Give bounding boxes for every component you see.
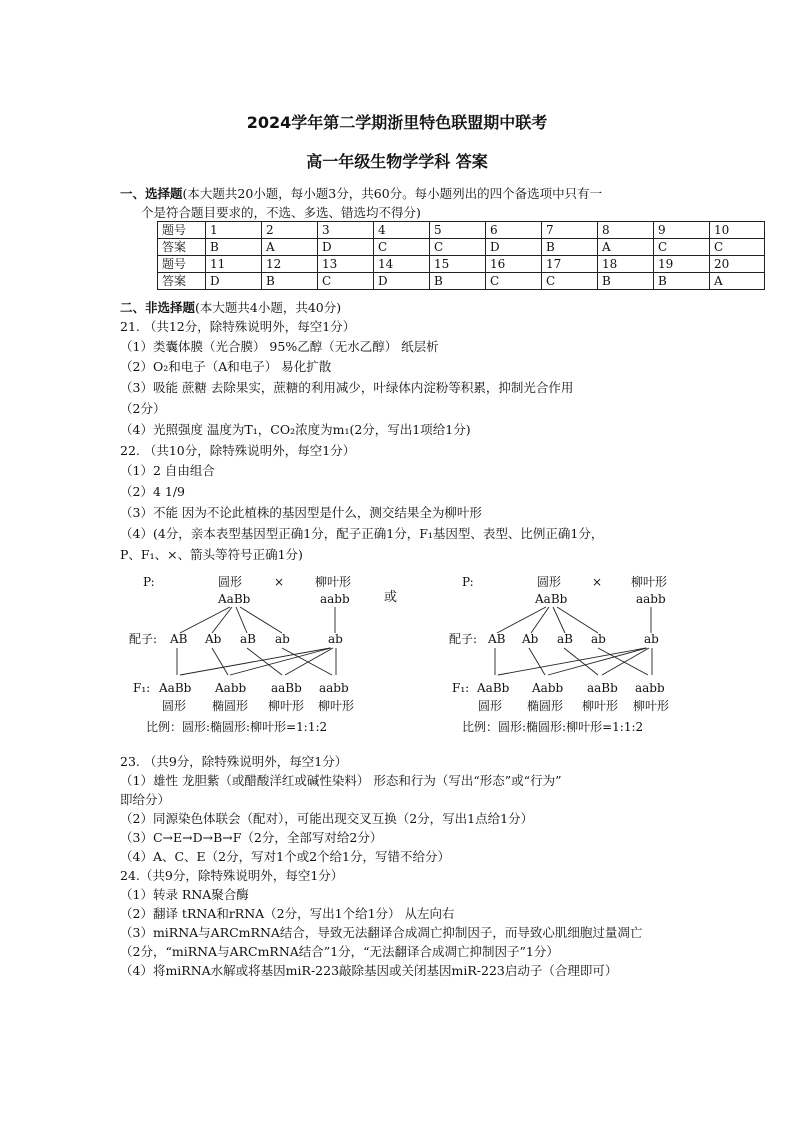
parent2-phenotype: 柳叶形 — [631, 575, 668, 589]
gamete-ab-2: Ab — [522, 632, 539, 646]
f1-phenotype: 圆形 — [478, 699, 503, 713]
q22-line-1: （1）2 自由组合 — [120, 463, 215, 478]
f1-genotype: AaBb — [159, 681, 192, 695]
f1-label: F₁: — [452, 681, 470, 695]
f1-genotype: aabb — [635, 681, 665, 695]
parent1-phenotype: 圆形 — [537, 575, 562, 589]
arrow-line — [548, 648, 647, 675]
f1-phenotype: 椭圆形 — [527, 699, 564, 713]
f1-genotype: aaBb — [271, 681, 302, 695]
f1-genotype: aaBb — [587, 681, 618, 695]
gamete-ab-4: ab — [591, 632, 606, 646]
q24-line-1: （1）转录 RNA聚合酶 — [120, 887, 249, 902]
section-2-intro — [120, 298, 341, 316]
q23-line-2: （2）同源染色体联会（配对），可能出现交叉互换（2分，写出1点给1分） — [120, 811, 534, 826]
cross-diagrams — [0, 565, 794, 745]
f1-phenotype: 椭圆形 — [212, 699, 249, 713]
q21-head: 21. （共12分，除特殊说明外，每空1分） — [120, 319, 356, 334]
cross-symbol: × — [592, 575, 603, 589]
q21-line-1: （1）类囊体膜（光合膜） 95%乙醇（无水乙醇） 纸层析 — [120, 339, 439, 354]
gamete-ab-1: AB — [488, 632, 506, 646]
cross-diagram-left — [129, 574, 354, 734]
q21-line-3: （3）吸能 蔗糖 去除果实，蔗糖的利用减少，叶绿体内淀粉等积累，抑制光合作用 — [120, 380, 574, 395]
gamete-label: 配子: — [129, 632, 158, 646]
arrow-line — [531, 607, 549, 633]
gamete-ab-3: aB — [240, 632, 256, 646]
q24-line-3b: （2分，“miRNA与ARCmRNA结合”1分，“无法翻译合成凋亡抑制因子”1分） — [120, 944, 559, 959]
q23-line-3: （3）C→E→D→B→F（2分，全部写对给2分） — [120, 830, 383, 845]
parent1-genotype: AaBb — [535, 592, 568, 606]
q23-line-1: （1）雄性 龙胆紫（或醋酸洋红或碱性染料） 形态和行为（写出“形态”或“行为” — [120, 773, 562, 788]
q24-line-4: （4）将miRNA水解或将基因miR-223敲除基因或关闭基因miR-223启动子（合理即可） — [120, 963, 618, 978]
f1-genotype: AaBb — [477, 681, 510, 695]
arrow-line — [230, 648, 331, 675]
q22-line-4b: P、F₁、×、箭头等符号正确1分) — [120, 547, 303, 562]
arrow-line — [212, 648, 228, 675]
parent2-phenotype: 柳叶形 — [315, 575, 352, 589]
f1-phenotype: 柳叶形 — [318, 699, 355, 713]
parent1-genotype: AaBb — [218, 592, 251, 606]
p-label: P: — [462, 575, 474, 589]
gamete-ab-1: AB — [170, 632, 188, 646]
section-1-intro — [120, 184, 602, 202]
q22-line-3: （3）不能 因为不论此植株的基因型是什么，测交结果全为柳叶形 — [120, 505, 482, 520]
q21-line-2: （2）O₂和电子（A和电子） 易化扩散 — [120, 359, 332, 374]
parent1-phenotype: 圆形 — [218, 575, 243, 589]
q23-head: 23. （共9分，除特殊说明外，每空1分） — [120, 754, 348, 769]
f1-genotype: aabb — [319, 681, 349, 695]
section-1-desc-2: 个是符合题目要求的，不选、多选、错选均不得分) — [141, 205, 421, 220]
table-row: 答案 D B C D B C C B B A — [158, 273, 765, 290]
cross-diagram-right — [449, 574, 669, 734]
q24-line-3: （3）miRNA与ARCmRNA结合，导致无法翻译合成凋亡抑制因子，而导致心肌细胞过量凋亡 — [120, 925, 643, 940]
section-1-desc: (本大题共20小题，每小题3分，共60分。每小题列出的四个备选项中只有一 — [182, 186, 603, 201]
section-1-heading: 一、选择题 — [120, 186, 183, 201]
ratio-text: 比例：圆形:椭圆形:柳叶形=1:1:2 — [462, 720, 644, 734]
table-row: 答案 B A D C C D B A C C — [158, 239, 765, 256]
ratio-text: 比例：圆形:椭圆形:柳叶形=1:1:2 — [146, 720, 328, 734]
q24-line-2: （2）翻译 tRNA和rRNA（2分，写出1个给1分） 从左向右 — [120, 906, 455, 921]
arrow-line — [497, 607, 546, 633]
cross-symbol: × — [274, 575, 285, 589]
q22-head: 22. （共10分，除特殊说明外，每空1分） — [120, 443, 356, 458]
f1-genotype: Aabb — [532, 681, 564, 695]
table-cell: 题号 — [158, 222, 206, 239]
gamete-ab-4: ab — [275, 632, 290, 646]
parent2-genotype: aabb — [320, 592, 350, 606]
arrow-line — [247, 648, 282, 675]
q22-line-2: （2）4 1/9 — [120, 484, 185, 499]
arrow-line — [236, 607, 247, 633]
table-row: 题号 1 2 3 4 5 6 7 8 9 10 — [158, 222, 765, 239]
f1-phenotype: 柳叶形 — [268, 699, 305, 713]
or-text: 或 — [384, 590, 398, 605]
page-title: 2024学年第二学期浙里特色联盟期中联考 — [246, 113, 548, 132]
section-2-desc: (本大题共4小题，共40分) — [195, 300, 342, 315]
f1-genotype: Aabb — [215, 681, 247, 695]
q21-line-3b: （2分） — [120, 401, 166, 416]
answer-table — [157, 221, 765, 290]
p-label: P: — [143, 575, 155, 589]
gamete-parent2: ab — [328, 632, 343, 646]
gamete-ab-2: Ab — [205, 632, 222, 646]
section-2-heading: 二、非选择题 — [120, 300, 196, 315]
f1-phenotype: 圆形 — [162, 699, 187, 713]
q23-line-4: （4）A、C、E（2分，写对1个或2个给1分，写错不给分） — [120, 849, 450, 864]
q23-line-1b: 即给分） — [120, 792, 171, 807]
parent2-genotype: aabb — [636, 592, 666, 606]
gamete-parent2: ab — [644, 632, 659, 646]
arrow-line — [564, 648, 598, 675]
table-row: 题号 11 12 13 14 15 16 17 18 19 20 — [158, 256, 765, 273]
f1-phenotype: 柳叶形 — [633, 699, 670, 713]
q21-line-4: （4）光照强度 温度为T₁，CO₂浓度为m₁(2分，写出1项给1分) — [120, 422, 471, 437]
gamete-ab-3: aB — [557, 632, 573, 646]
arrow-line — [240, 607, 282, 633]
gamete-label: 配子: — [449, 632, 478, 646]
arrow-line — [529, 648, 545, 675]
f1-phenotype: 柳叶形 — [582, 699, 619, 713]
f1-label: F₁: — [133, 681, 151, 695]
q22-line-4: （4）(4分，亲本表型基因型正确1分，配子正确1分，F₁基因型、表型、比例正确1分， — [120, 526, 604, 541]
page-subtitle: 高一年级生物学学科 答案 — [306, 152, 488, 171]
q24-head: 24.（共9分，除特殊说明外，每空1分） — [120, 868, 344, 883]
